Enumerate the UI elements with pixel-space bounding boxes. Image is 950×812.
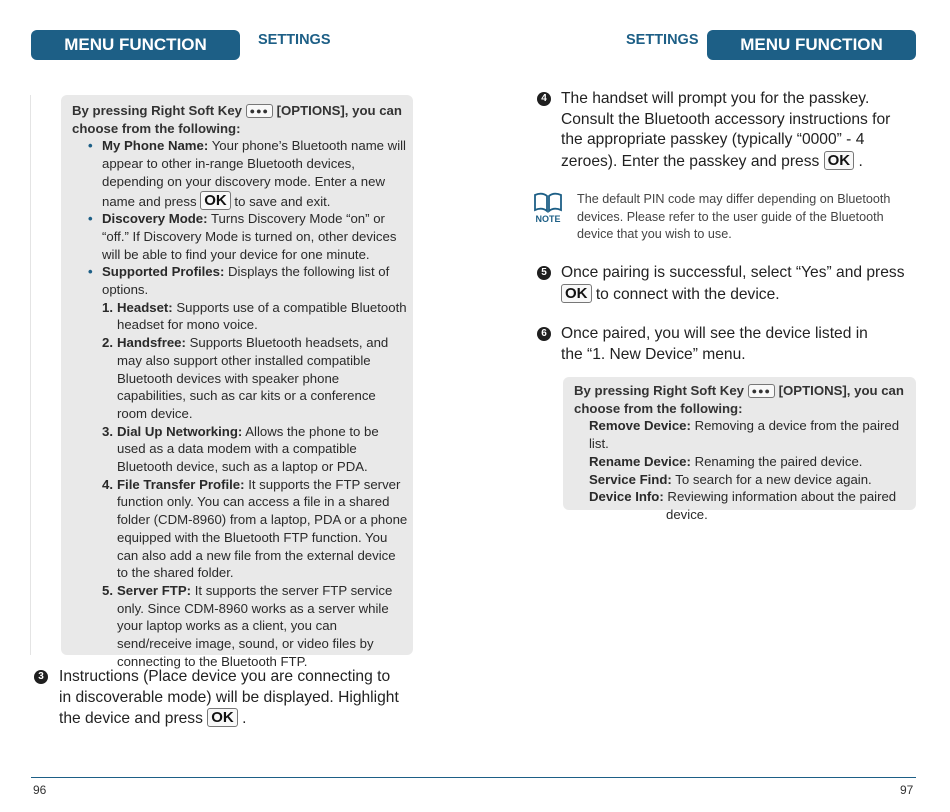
right-soft-key-icon: ●●● bbox=[748, 384, 775, 398]
note-book-icon bbox=[532, 191, 564, 225]
step-6-number-icon: 6 bbox=[537, 327, 551, 341]
option-service-find: Service Find: To search for a new device again. bbox=[589, 471, 872, 487]
options-intro: By pressing Right Soft Key ●●● [OPTIONS], you can choose from the following: bbox=[72, 103, 402, 136]
step-4-text: The handset will prompt you for the passkey. Consult the Bluetooth accessory instructions for the appropriate passkey (typically “0000” - 4 zeroes). Enter the passkey and press OK . bbox=[561, 90, 891, 170]
option-remove-device: Remove Device: Removing a device from the paired list. bbox=[589, 418, 900, 452]
paired-device-options-box bbox=[563, 377, 916, 522]
profile-handsfree: 2. Handsfree: Supports Bluetooth headsets, and may also support other installed compatible Bluetooth devices with speaker phone capabilities, such as car kits or a conference room device. bbox=[102, 335, 389, 421]
page-number-right: 97 bbox=[900, 783, 914, 797]
step-4-number-icon: 4 bbox=[537, 92, 551, 106]
ok-key-icon: OK bbox=[200, 191, 231, 210]
note-text: The default PIN code may differ depending on Bluetooth devices. Please refer to the user guide of the Bluetooth device that you wish to use. bbox=[577, 192, 891, 241]
profile-headset: 1. Headset: Supports use of a compatible Bluetooth headset for mono voice. bbox=[102, 299, 407, 333]
ok-key-icon: OK bbox=[207, 708, 238, 727]
left-margin-rule bbox=[30, 95, 31, 655]
ok-key-icon: OK bbox=[561, 284, 592, 303]
option-device-info: Device Info: Reviewing information about the paired device. bbox=[589, 489, 897, 522]
options-intro: By pressing Right Soft Key ●●● [OPTIONS], you can choose from the following: bbox=[574, 383, 904, 416]
step-5-text: Once pairing is successful, select “Yes” and press OK to connect with the device. bbox=[561, 264, 905, 303]
bullet-supported-profiles: • Supported Profiles: Displays the following list of options. bbox=[88, 264, 390, 298]
step-3-text: Instructions (Place device you are connecting to in discoverable mode) will be displayed. Highlight the device and press OK . bbox=[59, 668, 399, 727]
bullet-my-phone-name: • My Phone Name: Your phone’s Bluetooth name will appear to other in-range Bluetooth devices, depending on your discovery mode. Enter a new name and press OK to save and exit. bbox=[88, 138, 406, 209]
settings-section-label-left: SETTINGS bbox=[258, 32, 331, 48]
page-number-left: 96 bbox=[33, 783, 47, 797]
step-6-text: Once paired, you will see the device listed in the “1. New Device” menu. bbox=[561, 325, 868, 363]
profile-server-ftp: 5. Server FTP: It supports the server FTP service only. Since CDM-8960 works as a server while your laptop works as a client, you can send/receive image, sound, or video files by connecting to the Bluetooth FTP. bbox=[102, 582, 393, 669]
bluetooth-options-box bbox=[61, 95, 413, 669]
menu-function-header-right: MENU FUNCTION bbox=[707, 30, 916, 60]
step-5-number-icon: 5 bbox=[537, 266, 551, 280]
settings-section-label-right: SETTINGS bbox=[626, 32, 699, 48]
bullet-dot-icon: • bbox=[88, 138, 93, 154]
bullet-dot-icon: • bbox=[88, 211, 93, 227]
footer-rule bbox=[31, 777, 916, 778]
right-soft-key-icon: ●●● bbox=[246, 104, 273, 118]
bullet-discovery-mode: • Discovery Mode: Turns Discovery Mode “on” or “off.” If Discovery Mode is turned on, other devices will be able to find your device for one minute. bbox=[88, 211, 397, 262]
bullet-dot-icon: • bbox=[88, 264, 93, 280]
ok-key-icon: OK bbox=[824, 151, 855, 170]
menu-function-header-left: MENU FUNCTION bbox=[31, 30, 240, 60]
step-3-number-icon: 3 bbox=[34, 670, 48, 684]
profile-dial-up-networking: 3. Dial Up Networking: Allows the phone to be used as a data modem with a compatible Bluetooth device, such as a laptop or PDA. bbox=[102, 423, 379, 475]
svg-text:NOTE: NOTE bbox=[535, 214, 561, 224]
option-rename-device: Rename Device: Renaming the paired device. bbox=[589, 453, 863, 469]
profile-file-transfer: 4. File Transfer Profile: It supports the FTP server function only. You can access a file in a shared folder (CDM-8960) from a laptop, PDA or a phone equipped with the Bluetooth FTP function. You can also add a new file from the external device to the shared folder. bbox=[102, 476, 408, 581]
